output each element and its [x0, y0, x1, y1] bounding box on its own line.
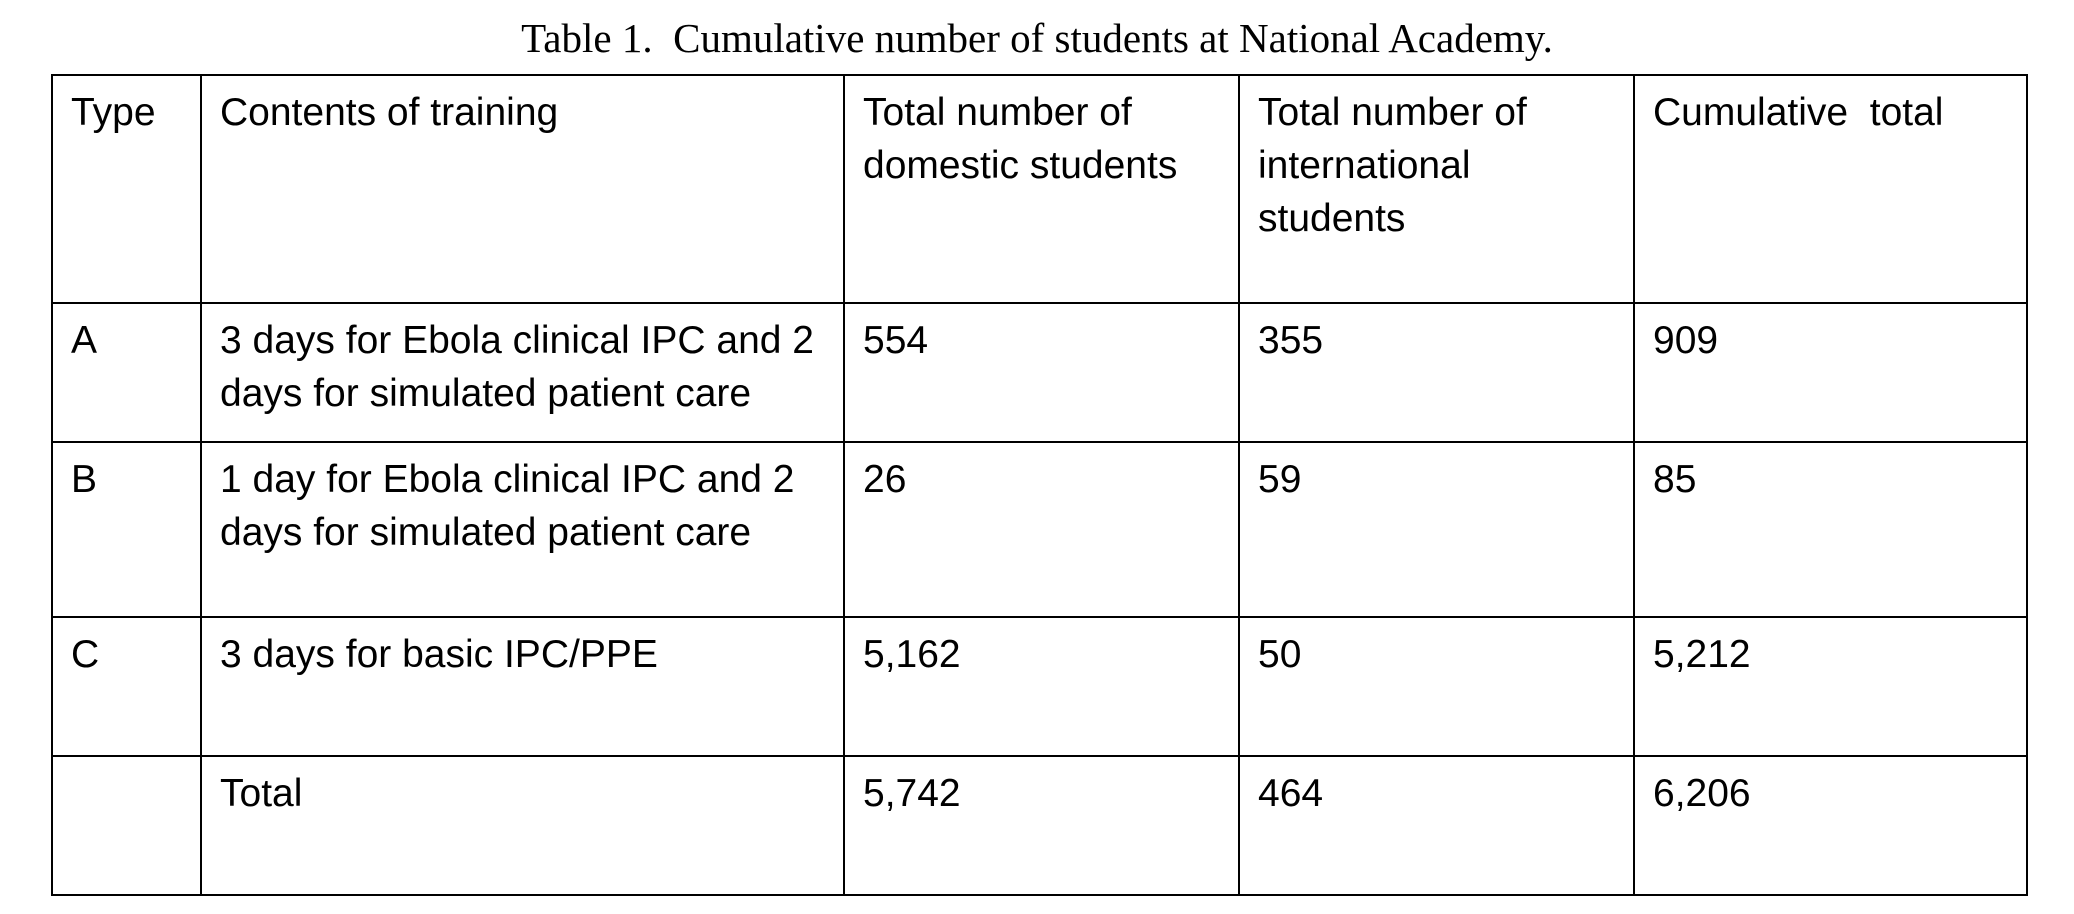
table-total-row: [52, 756, 2027, 895]
table-row: [52, 617, 2027, 756]
header-domestic: Total number of domestic students: [844, 75, 1239, 303]
header-cumulative: Cumulative total: [1634, 75, 2027, 303]
cell-cumulative: 909: [1634, 303, 2027, 442]
cell-international: 50: [1239, 617, 1634, 756]
cell-domestic: 554: [844, 303, 1239, 442]
cell-cumulative: 5,212: [1634, 617, 2027, 756]
cell-international: 59: [1239, 442, 1634, 617]
cell-contents: 3 days for basic IPC/PPE: [201, 617, 844, 756]
table-header-row: [52, 75, 2027, 303]
header-international: Total number of international students: [1239, 75, 1634, 303]
cell-type: C: [52, 617, 201, 756]
cell-total-label: Total: [201, 756, 844, 895]
cell-type: A: [52, 303, 201, 442]
cell-cumulative: 85: [1634, 442, 2027, 617]
students-table: [51, 74, 2028, 896]
cell-domestic: 5,162: [844, 617, 1239, 756]
cell-contents: 1 day for Ebola clinical IPC and 2 days for simulated patient care: [201, 442, 844, 617]
cell-type: B: [52, 442, 201, 617]
cell-cumulative-total: 6,206: [1634, 756, 2027, 895]
cell-type: [52, 756, 201, 895]
cell-international-total: 464: [1239, 756, 1634, 895]
cell-domestic-total: 5,742: [844, 756, 1239, 895]
cell-domestic: 26: [844, 442, 1239, 617]
header-contents: Contents of training: [201, 75, 844, 303]
table-row: [52, 303, 2027, 442]
table-row: [52, 442, 2027, 617]
cell-international: 355: [1239, 303, 1634, 442]
cell-contents: 3 days for Ebola clinical IPC and 2 days for simulated patient care: [201, 303, 844, 442]
table-caption: Table 1. Cumulative number of students at National Academy.: [521, 15, 1553, 61]
header-type: Type: [52, 75, 201, 303]
